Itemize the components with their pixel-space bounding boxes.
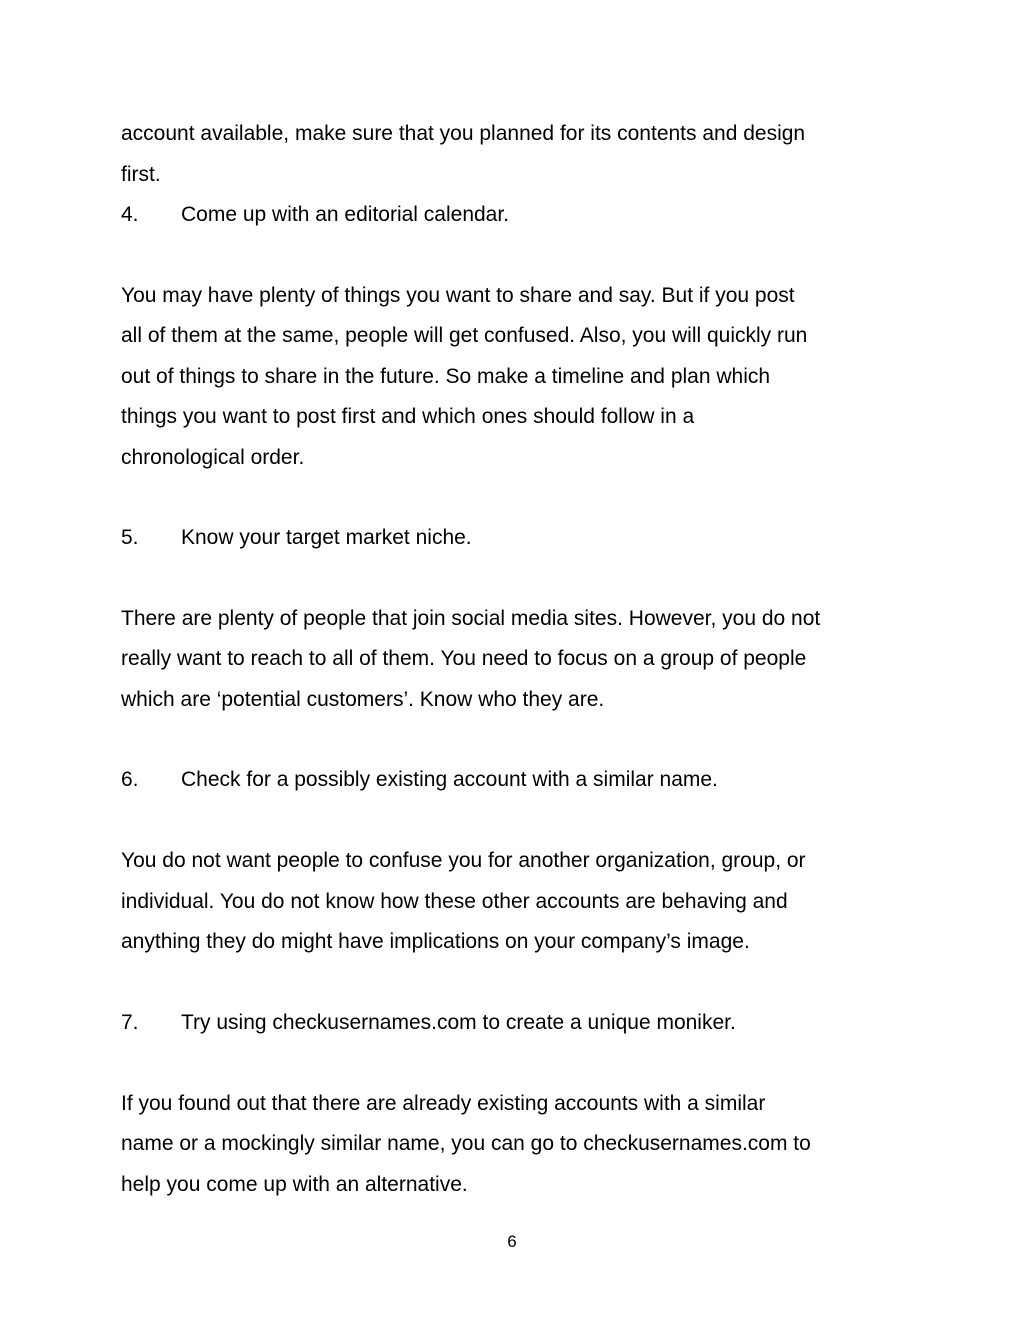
item-5-paragraph-line-1: There are plenty of people that join social media sites. However, you do not [121, 607, 821, 630]
item-4-paragraph-line-1: You may have plenty of things you want to share and say. But if you post [121, 284, 795, 307]
item-6-paragraph-line-2: individual. You do not know how these other accounts are behaving and [121, 890, 788, 913]
item-7-paragraph-line-3: help you come up with an alternative. [121, 1173, 468, 1196]
item-6-paragraph-line-1: You do not want people to confuse you for another organization, group, or [121, 849, 806, 872]
item-4-paragraph-line-3: out of things to share in the future. So make a timeline and plan which [121, 365, 771, 388]
item-4-paragraph-line-5: chronological order. [121, 446, 305, 469]
item-6-paragraph-line-3: anything they do might have implications on your company’s image. [121, 930, 750, 953]
list-item-4-heading [121, 201, 509, 229]
list-item-7-number: 7. [121, 1011, 139, 1034]
list-item-7-heading [121, 1009, 736, 1037]
list-item-5-heading [121, 524, 472, 552]
item-4-paragraph-line-2: all of them at the same, people will get confused. Also, you will quickly run [121, 324, 808, 347]
item-5-paragraph-line-2: really want to reach to all of them. You need to focus on a group of people [121, 647, 807, 670]
list-item-5-heading-text: Know your target market niche. [181, 526, 472, 549]
list-item-6-heading-text: Check for a possibly existing account with a similar name. [181, 768, 718, 791]
list-item-6-heading [121, 766, 718, 794]
list-item-4-number: 4. [121, 203, 139, 226]
list-item-4-heading-text: Come up with an editorial calendar. [181, 203, 510, 226]
item-4-paragraph-line-4: things you want to post first and which ones should follow in a [121, 405, 695, 428]
item-7-paragraph-line-2: name or a mockingly similar name, you can go to checkusernames.com to [121, 1132, 811, 1155]
item-7-paragraph-line-1: If you found out that there are already existing accounts with a similar [121, 1092, 766, 1115]
page-number: 6 [507, 1232, 517, 1251]
list-item-6-number: 6. [121, 768, 139, 791]
list-item-7-heading-text: Try using checkusernames.com to create a unique moniker. [181, 1011, 736, 1034]
intro-line-1: account available, make sure that you planned for its contents and design [121, 122, 806, 145]
list-item-5-number: 5. [121, 526, 139, 549]
intro-line-2: first. [121, 163, 161, 186]
item-5-paragraph-line-3: which are ‘potential customers’. Know who they are. [121, 688, 605, 711]
